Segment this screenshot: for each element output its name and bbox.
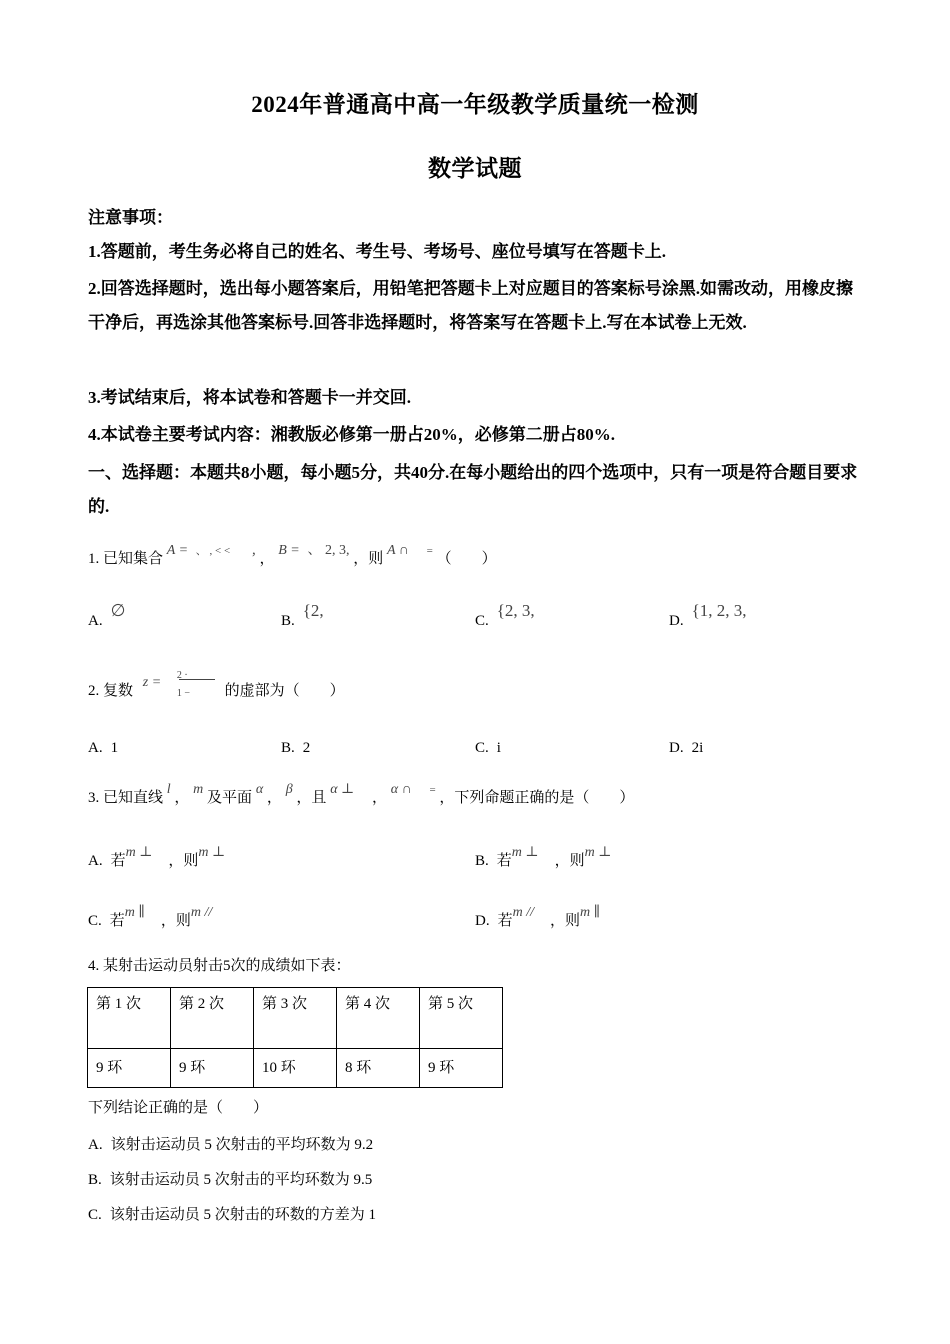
q1-option-d[interactable] [669,601,747,630]
q3-option-b[interactable] [475,845,612,870]
question-text: 已知直线 [103,790,164,806]
table-header-cell: 第 3 次 [254,988,337,1049]
option-label: B. [475,853,489,869]
intersection-expr: α ∩ [390,782,412,797]
option-label: C. [88,913,102,929]
beta-symbol: β [285,782,293,797]
option-then: ，则 [550,913,581,929]
table-cell: 10 环 [254,1049,337,1088]
option-if: 若 [497,913,513,929]
answer-paren: （ ） [436,551,497,567]
option-label: C. [88,1207,102,1223]
option-condition: m ⊥ [125,845,153,860]
alpha-symbol: α [255,782,264,797]
q4-option-b[interactable] [88,1168,372,1189]
option-label: D. [669,740,684,756]
q1-option-b[interactable] [281,601,324,630]
question-1 [88,542,497,570]
option-text: 2 [302,740,311,756]
set-a-fragment: 、 , < < [195,545,231,557]
q4-option-a[interactable] [88,1133,373,1154]
table-header-cell: 第 5 次 [420,988,503,1049]
q1-option-c[interactable] [475,601,535,630]
option-label: A. [88,853,103,869]
z-symbol: z = [142,675,162,690]
option-result: m ⊥ [198,845,226,860]
question-text-end: ，下列命题正确的是（ ） [439,790,635,806]
table-cell: 9 环 [171,1049,254,1088]
option-result: m // [190,905,213,920]
option-label: A. [88,740,103,756]
option-condition: m // [512,905,534,920]
option-text: 2i [691,740,704,756]
option-label: A. [88,613,103,629]
option-label: C. [475,613,489,629]
question-text-end: 的虚部为（ ） [224,683,345,699]
q2-option-b[interactable] [281,740,310,757]
fraction [165,669,221,702]
set-b-symbol: B = [278,543,300,558]
fraction-bar [179,679,215,680]
option-then: ，则 [554,853,585,869]
q1-option-a[interactable] [88,601,126,630]
question-3 [88,782,635,809]
section-heading: 一、选择题：本题共8小题，每小题5分，共40分.在每小题给出的四个选项中，只有一项是符合题目要求的. [88,463,858,516]
table-header-cell: 第 4 次 [337,988,420,1049]
question-number: 4. [88,958,100,974]
notice-heading: 注意事项： [88,208,173,227]
table-row [88,1049,503,1088]
question-text: 复数 [103,683,134,699]
equals-symbol: = [429,784,436,796]
q3-option-c[interactable] [88,905,213,930]
question-text: 已知集合 [103,551,164,567]
option-label: A. [88,1137,103,1153]
comma: ， [266,790,282,806]
question-number: 2. [88,683,100,699]
q4-option-c[interactable] [88,1203,376,1224]
table-header-cell: 第 1 次 [88,988,171,1049]
option-label: C. [475,740,489,756]
option-if: 若 [496,853,512,869]
option-condition: m ⊥ [511,845,539,860]
notice-item-2: 2.回答选择题时，选出每小题答案后，用铅笔把答题卡上对应题目的答案标号涂黑.如需改动，用橡皮擦干净后，再选涂其他答案标号.回答非选择题时，将答案写在答题卡上.写在本试卷上无效. [88,279,853,332]
option-then: ，则 [160,913,191,929]
table-cell: 9 环 [88,1049,171,1088]
q2-option-d[interactable] [669,740,703,757]
option-label: B. [88,1172,102,1188]
comma: ， [174,790,190,806]
table-header-cell: 第 2 次 [171,988,254,1049]
question-text: 某射击运动员射击5次的成绩如下表： [103,958,351,974]
intersection-symbol: A ∩ [386,543,409,558]
plane-text: 及平面 [207,790,253,806]
option-result: m ∥ [580,905,601,920]
question-number: 3. [88,790,100,806]
q3-option-a[interactable] [88,845,226,870]
score-table [87,987,503,1088]
and-text: ，且 [296,790,327,806]
option-text: 1 [110,740,119,756]
comma: ， [259,551,275,567]
line-m-symbol: m [193,782,204,797]
option-text: ∅ [110,601,126,620]
question-4 [88,956,351,976]
option-then: ，则 [168,853,199,869]
equals-symbol: = [426,545,433,557]
question-2 [88,669,345,702]
table-header-row [88,988,503,1049]
option-text: i [496,740,501,756]
notice-item-4: 4.本试卷主要考试内容：湘教版必修第一册占20%，必修第二册占80%. [88,425,615,444]
notice-item-1: 1.答题前，考生务必将自己的姓名、考生号、考场号、座位号填写在答题卡上. [88,242,666,261]
set-a-end: , [251,542,256,558]
option-if: 若 [110,853,126,869]
q2-option-a[interactable] [88,740,118,757]
option-label: D. [475,913,490,929]
option-result: m ⊥ [584,845,612,860]
perpendicular-expr: α ⊥ [330,782,355,797]
question-number: 1. [88,551,100,567]
option-text: {2, [302,601,324,620]
option-label: B. [281,740,295,756]
line-l-symbol: l [166,782,171,797]
set-b-fragment: 、 2, 3, [307,543,350,558]
option-condition: m ∥ [124,905,145,920]
option-text: 该射击运动员 5 次射击的平均环数为 9.5 [109,1172,373,1188]
exam-title: 2024年普通高中高一年级教学质量统一检测 [251,92,699,117]
comma: ， [371,790,387,806]
then-text: ，则 [353,551,384,567]
fraction-numerator: 2 · [176,669,188,681]
option-if: 若 [109,913,125,929]
fraction-denominator: 1 − [176,687,191,699]
option-text: 该射击运动员 5 次射击的平均环数为 9.2 [110,1137,374,1153]
option-text: 该射击运动员 5 次射击的环数的方差为 1 [109,1207,377,1223]
option-text: {1, 2, 3, [691,601,747,620]
table-cell: 9 环 [420,1049,503,1088]
notice-item-3: 3.考试结束后，将本试卷和答题卡一并交回. [88,388,411,407]
option-label: B. [281,613,295,629]
q2-option-c[interactable] [475,740,501,757]
option-label: D. [669,613,684,629]
option-text: {2, 3, [496,601,535,620]
table-cell: 8 环 [337,1049,420,1088]
q3-option-d[interactable] [475,905,601,930]
question-4-ask: 下列结论正确的是（ ） [88,1100,269,1116]
subject-title: 数学试题 [428,156,522,181]
set-a-symbol: A = [166,543,189,558]
